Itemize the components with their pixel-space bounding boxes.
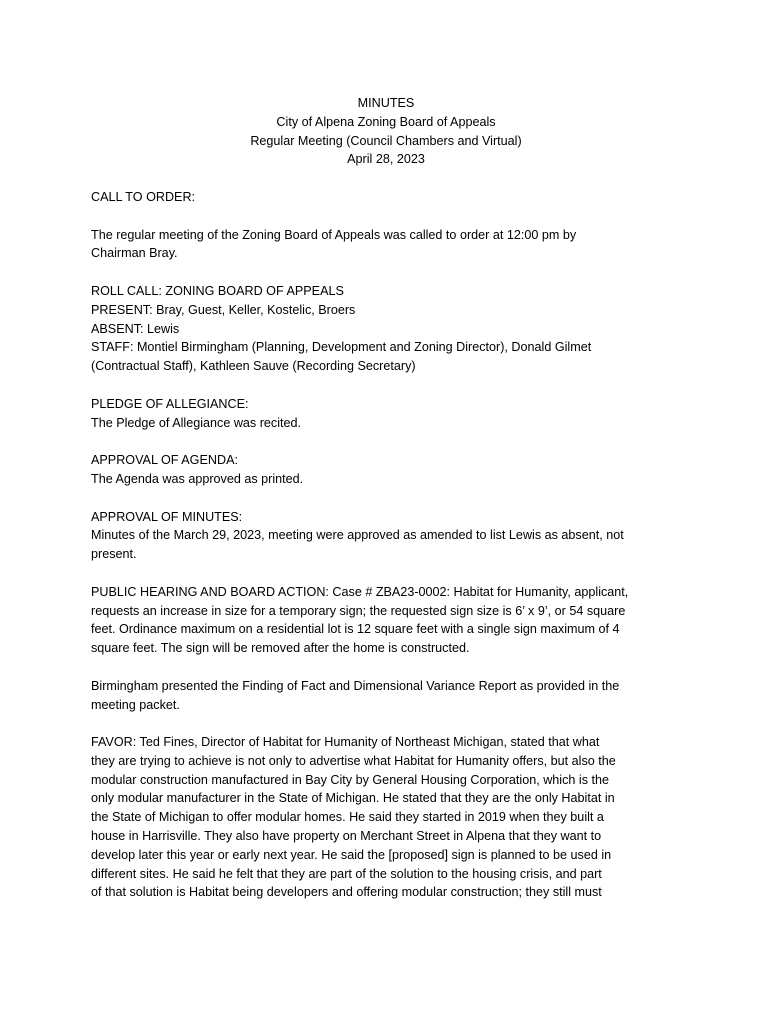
text-line: requests an increase in size for a temporary sign; the requested sign size is 6’ x 9’, or 54 square bbox=[91, 603, 626, 618]
paragraph-approval-of-agenda bbox=[91, 451, 691, 489]
document-body bbox=[91, 188, 691, 902]
text-line: FAVOR: Ted Fines, Director of Habitat for Humanity of Northeast Michigan, stated that what bbox=[91, 735, 600, 750]
paragraph-pledge-of-allegiance bbox=[91, 395, 691, 433]
document-header bbox=[91, 94, 681, 169]
text-line: The Agenda was approved as printed. bbox=[91, 471, 304, 486]
header-meeting-type: Regular Meeting (Council Chambers and Virtual) bbox=[250, 133, 522, 148]
text-line: The Pledge of Allegiance was recited. bbox=[91, 415, 302, 430]
text-line: PLEDGE OF ALLEGIANCE: bbox=[91, 396, 249, 411]
text-line: The regular meeting of the Zoning Board of Appeals was called to order at 12:00 pm by bbox=[91, 227, 577, 242]
header-date: April 28, 2023 bbox=[347, 152, 425, 167]
paragraph-call-to-order bbox=[91, 188, 691, 207]
header-title: MINUTES bbox=[357, 96, 415, 110]
text-line: APPROVAL OF AGENDA: bbox=[91, 453, 238, 468]
paragraph-favor-statement bbox=[91, 733, 691, 902]
text-line: the State of Michigan to offer modular homes. He said they started in 2019 when they built a bbox=[91, 810, 604, 825]
text-line: feet. Ordinance maximum on a residential lot is 12 square feet with a single sign maximum of 4 bbox=[91, 622, 620, 637]
text-line: meeting packet. bbox=[91, 697, 180, 712]
text-line: (Contractual Staff), Kathleen Sauve (Recording Secretary) bbox=[91, 359, 416, 374]
text-line: APPROVAL OF MINUTES: bbox=[91, 509, 243, 524]
text-line: Chairman Bray. bbox=[91, 246, 178, 261]
text-line: of that solution is Habitat being developers and offering modular construction; they still must bbox=[91, 885, 602, 900]
header-organization: City of Alpena Zoning Board of Appeals bbox=[276, 114, 496, 129]
text-line: house in Harrisville. They also have property on Merchant Street in Alpena that they want to bbox=[91, 829, 602, 844]
paragraph-call-to-order-text bbox=[91, 226, 691, 264]
text-line: ROLL CALL: ZONING BOARD OF APPEALS bbox=[91, 283, 344, 298]
text-line: CALL TO ORDER: bbox=[91, 189, 196, 204]
paragraph-birmingham-presentation bbox=[91, 677, 691, 715]
text-line: Minutes of the March 29, 2023, meeting were approved as amended to list Lewis as absent, not bbox=[91, 528, 624, 543]
text-line: they are trying to achieve is not only to advertise what Habitat for Humanity offers, but also the bbox=[91, 753, 616, 768]
text-line: PUBLIC HEARING AND BOARD ACTION: Case # ZBA23-0002: Habitat for Humanity, applicant, bbox=[91, 584, 629, 599]
text-line: Birmingham presented the Finding of Fact and Dimensional Variance Report as provided in the bbox=[91, 678, 620, 693]
text-line: present. bbox=[91, 547, 137, 562]
text-line: develop later this year or early next year. He said the [proposed] sign is planned to be used in bbox=[91, 847, 612, 862]
text-line: only modular manufacturer in the State of Michigan. He stated that they are the only Habitat in bbox=[91, 791, 615, 806]
text-line: different sites. He said he felt that they are part of the solution to the housing crisis, and part bbox=[91, 866, 602, 881]
text-line: ABSENT: Lewis bbox=[91, 321, 180, 336]
paragraph-public-hearing bbox=[91, 583, 691, 658]
text-line: square feet. The sign will be removed after the home is constructed. bbox=[91, 641, 470, 656]
text-line: STAFF: Montiel Birmingham (Planning, Development and Zoning Director), Donald Gilmet bbox=[91, 340, 592, 355]
text-line: modular construction manufactured in Bay City by General Housing Corporation, which is the bbox=[91, 772, 609, 787]
text-line: PRESENT: Bray, Guest, Keller, Kostelic, Broers bbox=[91, 302, 356, 317]
paragraph-roll-call bbox=[91, 282, 691, 376]
paragraph-approval-of-minutes bbox=[91, 508, 691, 564]
